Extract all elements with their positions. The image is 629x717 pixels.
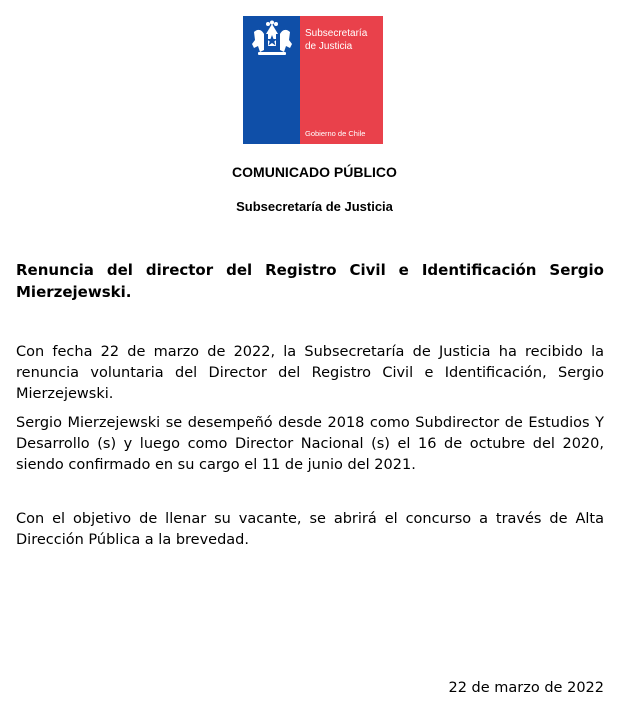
paragraph-3: Con el objetivo de llenar su vacante, se abrirá el concurso a través de Alta Dirección Pública a la brevedad. bbox=[16, 511, 604, 548]
logo-text-subsecretaria: Subsecretaría bbox=[305, 28, 368, 39]
document-subtitle: Subsecretaría de Justicia bbox=[236, 199, 393, 214]
paragraph-1: Con fecha 22 de marzo de 2022, la Subsecretaría de Justicia ha recibido la renuncia voluntaria del Director del Registro Civil e Identificación, Sergio Mierzejewski. bbox=[16, 344, 604, 402]
document-date: 22 de marzo de 2022 bbox=[448, 680, 604, 696]
headline: Renuncia del director del Registro Civil e Identificación Sergio Mierzejewski. bbox=[16, 261, 604, 301]
paragraph-2: Sergio Mierzejewski se desempeñó desde 2018 como Subdirector de Estudios Y Desarrollo (s) y luego como Director Nacional (s) el 16 de octubre del 2020, siendo confirmado en su cargo el 11 de junio del 2021. bbox=[16, 415, 604, 473]
logo-text-de-justicia: de Justicia bbox=[305, 41, 353, 52]
logo-subsecretaria-justicia bbox=[243, 16, 383, 144]
logo-text-gobierno: Gobierno de Chile bbox=[305, 129, 366, 138]
document-title: COMUNICADO PÚBLICO bbox=[232, 164, 397, 180]
coat-of-arms-icon bbox=[246, 20, 298, 60]
